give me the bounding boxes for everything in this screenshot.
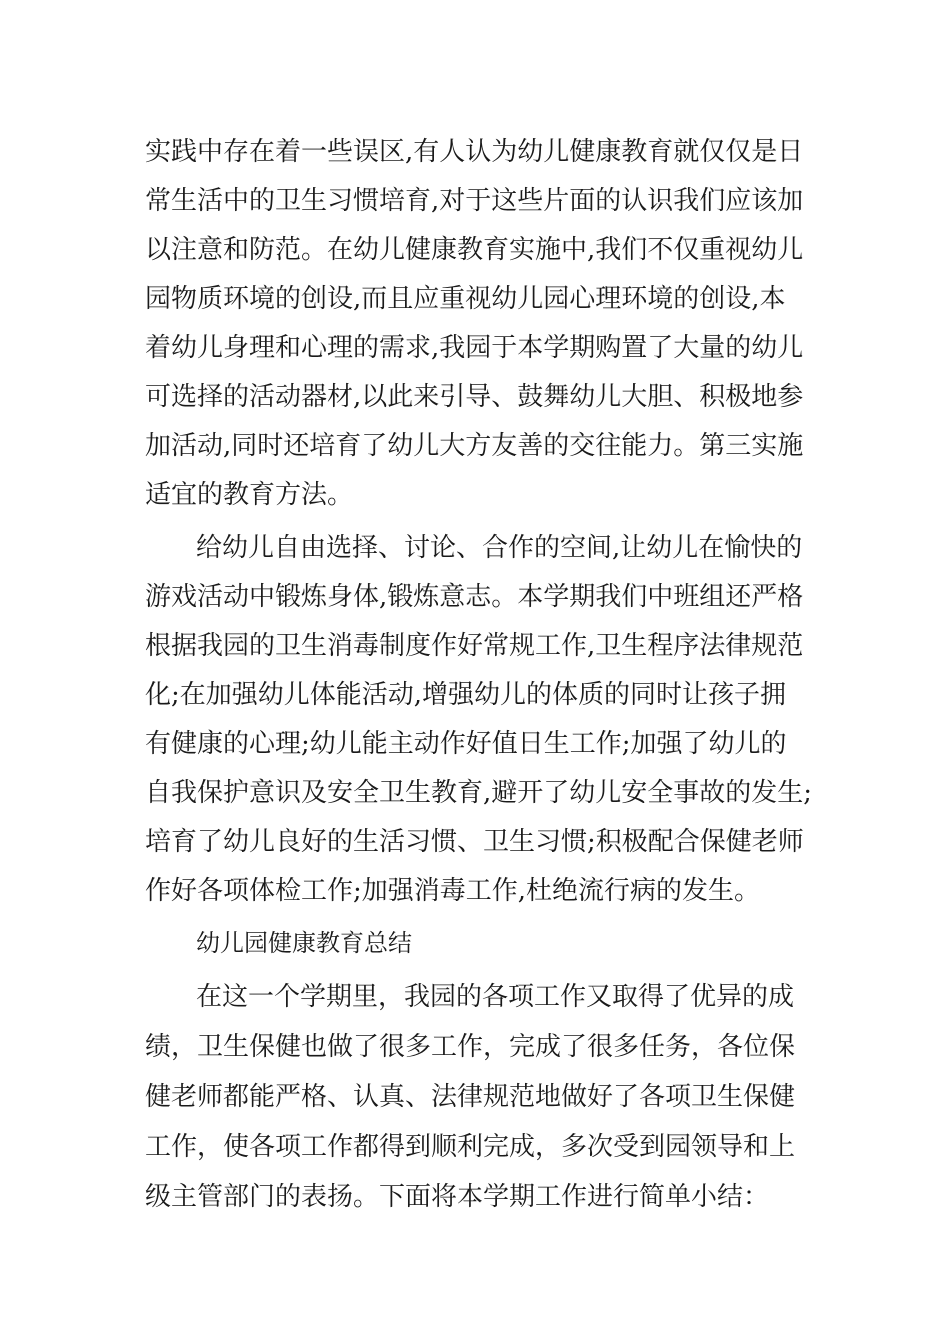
paragraph-1-line-1: 实践中存在着一些误区,有人认为幼儿健康教育就仅仅是日 — [145, 137, 804, 167]
paragraph-3-line-5: 级主管部门的表扬。下面将本学期工作进行简单小结： — [145, 1182, 770, 1212]
paragraph-1-line-6: 可选择的活动器材,以此来引导、鼓舞幼儿大胆、积极地参 — [145, 382, 804, 412]
paragraph-2-line-5: 有健康的心理;幼儿能主动作好值日生工作;加强了幼儿的 — [145, 729, 787, 759]
paragraph-1-line-5: 着幼儿身理和心理的需求,我园于本学期购置了大量的幼儿 — [145, 333, 804, 363]
paragraph-1-line-3: 以注意和防范。在幼儿健康教育实施中,我们不仅重视幼儿 — [145, 235, 804, 265]
paragraph-2-line-4: 化;在加强幼儿体能活动,增强幼儿的体质的同时让孩子拥 — [145, 680, 787, 710]
paragraph-1-line-2: 常生活中的卫生习惯培育,对于这些片面的认识我们应该加 — [145, 186, 804, 216]
paragraph-2-line-6: 自我保护意识及安全卫生教育,避开了幼儿安全事故的发生; — [145, 778, 813, 808]
paragraph-2-line-1: 给幼儿自由选择、讨论、合作的空间,让幼儿在愉快的 — [196, 533, 803, 563]
paragraph-3-line-1: 在这一个学期里，我园的各项工作又取得了优异的成 — [196, 982, 795, 1012]
paragraph-2-line-7: 培育了幼儿良好的生活习惯、卫生习惯;积极配合保健老师 — [145, 827, 804, 857]
paragraph-3-line-2: 绩，卫生保健也做了很多工作，完成了很多任务，各位保 — [145, 1032, 796, 1062]
paragraph-3-line-3: 健老师都能严格、认真、法律规范地做好了各项卫生保健 — [145, 1082, 796, 1112]
paragraph-2-line-3: 根据我园的卫生消毒制度作好常规工作,卫生程序法律规范 — [145, 631, 804, 661]
paragraph-2-line-2: 游戏活动中锻炼身体,锻炼意志。本学期我们中班组还严格 — [145, 582, 804, 612]
paragraph-1-line-4: 园物质环境的创设,而且应重视幼儿园心理环境的创设,本 — [145, 284, 786, 314]
paragraph-1-line-8: 适宜的教育方法。 — [145, 480, 354, 510]
section-title: 幼儿园健康教育总结 — [196, 929, 412, 957]
paragraph-1-line-7: 加活动,同时还培育了幼儿大方友善的交往能力。第三实施 — [145, 431, 804, 461]
paragraph-2-line-8: 作好各项体检工作;加强消毒工作,杜绝流行病的发生。 — [145, 876, 761, 906]
paragraph-3-line-4: 工作，使各项工作都得到顺利完成，多次受到园领导和上 — [145, 1132, 796, 1162]
